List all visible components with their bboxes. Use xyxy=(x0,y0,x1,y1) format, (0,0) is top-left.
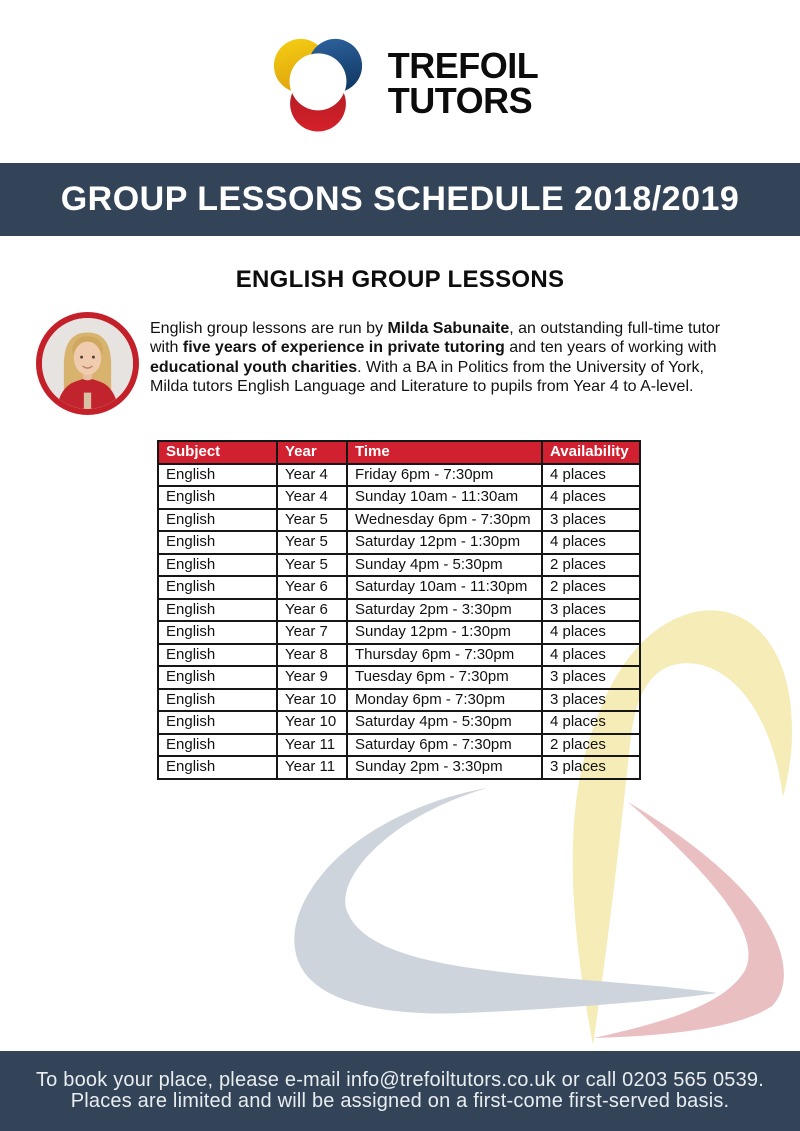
table-cell: English xyxy=(158,554,277,577)
table-cell: Year 4 xyxy=(277,486,347,509)
table-cell: English xyxy=(158,734,277,757)
table-cell: 4 places xyxy=(542,486,640,509)
table-cell: Year 6 xyxy=(277,599,347,622)
schedule-table-body xyxy=(158,464,640,779)
table-cell: Year 9 xyxy=(277,666,347,689)
table-cell: Year 11 xyxy=(277,734,347,757)
table-cell: 3 places xyxy=(542,756,640,779)
table-row xyxy=(158,554,640,577)
table-row xyxy=(158,576,640,599)
table-cell: 4 places xyxy=(542,711,640,734)
table-cell: 3 places xyxy=(542,689,640,712)
table-cell: English xyxy=(158,711,277,734)
table-cell: Sunday 2pm - 3:30pm xyxy=(347,756,542,779)
table-cell: 4 places xyxy=(542,464,640,487)
intro-bold-segment: educational youth charities xyxy=(150,358,358,376)
table-cell: English xyxy=(158,621,277,644)
footer-line2: Places are limited and will be assigned on a first-come first-served basis. xyxy=(70,1090,730,1112)
table-row xyxy=(158,689,640,712)
table-cell: Saturday 4pm - 5:30pm xyxy=(347,711,542,734)
table-row xyxy=(158,599,640,622)
table-row xyxy=(158,531,640,554)
schedule-table xyxy=(157,440,641,780)
table-row xyxy=(158,666,640,689)
brand-name xyxy=(387,45,539,121)
table-row xyxy=(158,734,640,757)
table-cell: English xyxy=(158,531,277,554)
table-cell: Saturday 10am - 11:30pm xyxy=(347,576,542,599)
table-cell: 2 places xyxy=(542,576,640,599)
trefoil-logo-icon xyxy=(262,30,374,136)
table-cell: 3 places xyxy=(542,599,640,622)
column-header: Time xyxy=(347,441,542,464)
footer-line1: To book your place, please e-mail info@trefoiltutors.co.uk or call 0203 565 0539. xyxy=(35,1068,765,1091)
intro-segment: Milda tutors English Language and Literature to pupils from Year 4 to A-level. xyxy=(150,378,694,396)
table-cell: Saturday 6pm - 7:30pm xyxy=(347,734,542,757)
table-cell: Year 5 xyxy=(277,554,347,577)
brand-logo xyxy=(0,30,800,136)
table-cell: English xyxy=(158,599,277,622)
column-header: Subject xyxy=(158,441,277,464)
intro-segment: with xyxy=(150,339,183,357)
brand-name-line2: TUTORS xyxy=(387,80,533,121)
table-cell: Year 6 xyxy=(277,576,347,599)
table-cell: 4 places xyxy=(542,531,640,554)
table-cell: Wednesday 6pm - 7:30pm xyxy=(347,509,542,532)
table-cell: English xyxy=(158,509,277,532)
intro-segment: English group lessons are run by xyxy=(150,320,388,337)
tutor-portrait-illustration xyxy=(42,318,133,409)
table-cell: English xyxy=(158,666,277,689)
table-cell: Sunday 12pm - 1:30pm xyxy=(347,621,542,644)
table-cell: English xyxy=(158,756,277,779)
table-cell: Year 7 xyxy=(277,621,347,644)
table-cell: English xyxy=(158,644,277,667)
table-cell: 3 places xyxy=(542,666,640,689)
table-cell: Year 10 xyxy=(277,689,347,712)
tutor-photo xyxy=(36,312,139,415)
intro-bold-segment: five years of experience in private tutoring xyxy=(182,339,505,357)
column-header: Availability xyxy=(542,441,640,464)
table-cell: Year 4 xyxy=(277,464,347,487)
table-cell: English xyxy=(158,689,277,712)
table-cell: Sunday 10am - 11:30am xyxy=(347,486,542,509)
table-cell: Friday 6pm - 7:30pm xyxy=(347,464,542,487)
section-title: ENGLISH GROUP LESSONS xyxy=(235,266,565,293)
table-cell: English xyxy=(158,576,277,599)
schedule-table-head-row xyxy=(158,441,640,464)
table-cell: Sunday 4pm - 5:30pm xyxy=(347,554,542,577)
table-row xyxy=(158,756,640,779)
table-row xyxy=(158,486,640,509)
table-cell: 3 places xyxy=(542,509,640,532)
table-cell: Monday 6pm - 7:30pm xyxy=(347,689,542,712)
column-header: Year xyxy=(277,441,347,464)
table-cell: Year 5 xyxy=(277,531,347,554)
table-cell: Year 10 xyxy=(277,711,347,734)
table-cell: Year 11 xyxy=(277,756,347,779)
intro-segment: . With a BA in Politics from the University of York, xyxy=(357,358,704,376)
table-cell: Year 5 xyxy=(277,509,347,532)
table-cell: 4 places xyxy=(542,621,640,644)
table-cell: Tuesday 6pm - 7:30pm xyxy=(347,666,542,689)
intro-text xyxy=(150,319,800,397)
table-cell: Thursday 6pm - 7:30pm xyxy=(347,644,542,667)
table-row xyxy=(158,711,640,734)
table-cell: 2 places xyxy=(542,734,640,757)
table-cell: English xyxy=(158,486,277,509)
table-row xyxy=(158,621,640,644)
intro-segment: and ten years of working with xyxy=(504,339,717,357)
table-cell: 2 places xyxy=(542,554,640,577)
intro-segment: , an outstanding full-time tutor xyxy=(509,320,721,337)
brand-name-line1: TREFOIL xyxy=(387,45,539,86)
table-row xyxy=(158,509,640,532)
table-row xyxy=(158,644,640,667)
table-cell: Saturday 12pm - 1:30pm xyxy=(347,531,542,554)
footer-banner xyxy=(0,1051,800,1131)
table-cell: Saturday 2pm - 3:30pm xyxy=(347,599,542,622)
intro-bold-segment: Milda Sabunaite xyxy=(387,320,510,337)
banner-title: GROUP LESSONS SCHEDULE 2018/2019 xyxy=(0,163,800,236)
table-cell: English xyxy=(158,464,277,487)
table-row xyxy=(158,464,640,487)
table-cell: Year 8 xyxy=(277,644,347,667)
table-cell: 4 places xyxy=(542,644,640,667)
